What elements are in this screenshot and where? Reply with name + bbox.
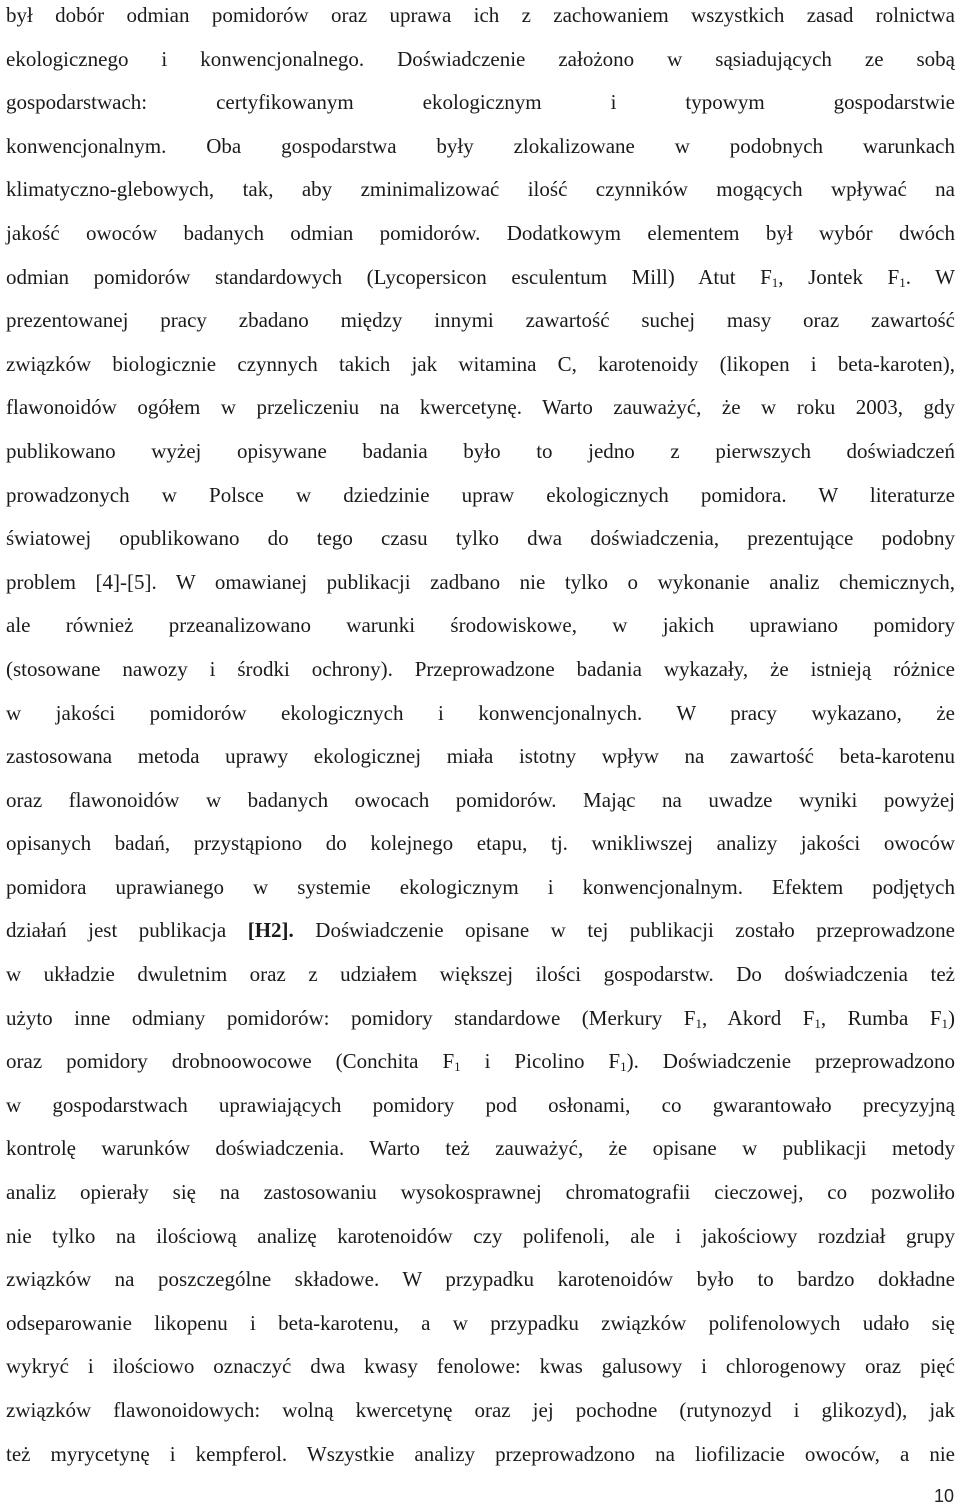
text-segment: problem [4]-[5]. W omawianej publikacji zadbano nie tylko o wykonanie analiz chemicznych, (6, 569, 955, 594)
text-line (6, 909, 955, 953)
page-number: 10 (933, 1486, 954, 1506)
subscript: 1 (899, 274, 906, 290)
text-segment: , Rumba F (820, 1005, 942, 1030)
text-segment: publikowano wyżej opisywane badania było to jedno z pierwszych doświadczeń (6, 438, 955, 463)
text-line (6, 517, 955, 561)
text-segment: konwencjonalnym. Oba gospodarstwa były zlokalizowane w podobnych warunkach (6, 133, 955, 158)
text-line (6, 735, 955, 779)
subscript: 1 (695, 1015, 702, 1031)
text-line (6, 1433, 955, 1477)
text-line (6, 386, 955, 430)
text-line (6, 779, 955, 823)
subscript: 1 (454, 1059, 461, 1075)
body-paragraph (6, 0, 955, 1476)
text-segment: , Jontek F (778, 264, 900, 289)
text-line (6, 648, 955, 692)
text-segment: prezentowanej pracy zbadano między innymi zawartość suchej masy oraz zawartość (6, 308, 955, 333)
text-segment: odmian pomidorów standardowych (Lycopersicon esculentum Mill) Atut F (6, 264, 772, 289)
text-segment: kontrolę warunków doświadczenia. Warto też zauważyć, że opisane w publikacji metody (6, 1136, 955, 1161)
text-line (6, 1389, 955, 1433)
bold-reference: [H2]. (247, 918, 294, 943)
text-segment: (stosowane nawozy i środki ochrony). Przeprowadzone badania wykazały, że istnieją różnice (6, 656, 955, 681)
text-line (6, 343, 955, 387)
subscript: 1 (941, 1015, 949, 1031)
text-segment: związków na poszczególne składowe. W przypadku karotenoidów było to bardzo dokładne (6, 1267, 955, 1292)
text-segment: nie tylko na ilościową analizę karotenoidów czy polifenoli, ale i jakościowy rozdział grupy (6, 1223, 955, 1248)
text-line (6, 953, 955, 997)
text-line (6, 1040, 955, 1084)
text-line (6, 604, 955, 648)
text-segment: analiz opierały się na zastosowaniu wysokosprawnej chromatografii cieczowej, co pozwoliło (6, 1180, 955, 1205)
text-segment: ekologicznego i konwencjonalnego. Doświadczenie założono w sąsiadujących ze sobą (6, 46, 955, 71)
text-line (6, 1171, 955, 1215)
text-line (6, 822, 955, 866)
text-segment: . W (905, 264, 955, 289)
text-segment: w układzie dwuletnim oraz z udziałem większej ilości gospodarstw. Do doświadczenia też (6, 962, 955, 987)
text-segment: światowej opublikowano do tego czasu tylko dwa doświadczenia, prezentujące podobny (6, 526, 955, 551)
text-segment: i Picolino F (460, 1049, 621, 1074)
text-line (6, 1215, 955, 1259)
text-line (6, 0, 955, 38)
text-segment: w jakości pomidorów ekologicznych i konwencjonalnych. W pracy wykazano, że (6, 700, 955, 725)
text-segment: zastosowana metoda uprawy ekologicznej miała istotny wpływ na zawartość beta-karotenu (6, 744, 955, 769)
text-line (6, 997, 955, 1041)
text-line (6, 866, 955, 910)
subscript: 1 (814, 1015, 821, 1031)
text-line (6, 1258, 955, 1302)
text-line (6, 1084, 955, 1128)
text-segment: jakość owoców badanych odmian pomidorów. Dodatkowym elementem był wybór dwóch (6, 220, 955, 245)
text-segment: ) (948, 1005, 956, 1030)
text-segment: ale również przeanalizowano warunki środowiskowe, w jakich uprawiano pomidory (6, 613, 955, 638)
text-line (6, 212, 955, 256)
text-line (6, 561, 955, 605)
text-segment: wykryć i ilościowo oznaczyć dwa kwasy fenolowe: kwas galusowy i chlorogenowy oraz pięć (6, 1354, 955, 1379)
text-segment: działań jest publikacja (6, 918, 248, 943)
text-segment: klimatyczno-glebowych, tak, aby zminimalizować ilość czynników mogących wpływać na (6, 177, 955, 202)
text-segment: gospodarstwach: certyfikowanym ekologicznym i typowym gospodarstwie (6, 90, 955, 115)
text-segment: związków biologicznie czynnych takich jak witamina C, karotenoidy (likopen i beta-karoten), (6, 351, 955, 376)
text-line (6, 692, 955, 736)
subscript: 1 (771, 274, 779, 290)
text-segment: oraz pomidory drobnoowocowe (Conchita F (6, 1049, 455, 1074)
text-line (6, 1302, 955, 1346)
text-segment: użyto inne odmiany pomidorów: pomidory standardowe (Merkury F (6, 1005, 696, 1030)
text-line (6, 474, 955, 518)
text-line (6, 256, 955, 300)
text-segment: oraz flawonoidów w badanych owocach pomidorów. Mając na uwadze wyniki powyżej (6, 787, 955, 812)
text-segment: , Akord F (701, 1005, 815, 1030)
text-segment: flawonoidów ogółem w przeliczeniu na kwercetynę. Warto zauważyć, że w roku 2003, gdy (6, 395, 955, 420)
text-line (6, 299, 955, 343)
text-line (6, 430, 955, 474)
text-line (6, 81, 955, 125)
text-segment: ). Doświadczenie przeprowadzono (626, 1049, 955, 1074)
text-segment: w gospodarstwach uprawiających pomidory pod osłonami, co gwarantowało precyzyjną (6, 1092, 955, 1117)
text-segment: pomidora uprawianego w systemie ekologicznym i konwencjonalnym. Efektem podjętych (6, 874, 955, 899)
text-segment: też myrycetynę i kempferol. Wszystkie analizy przeprowadzono na liofilizacie owoców, a nie (6, 1441, 955, 1466)
text-segment: opisanych badań, przystąpiono do kolejnego etapu, tj. wnikliwszej analizy jakości owoców (6, 831, 955, 856)
text-segment: był dobór odmian pomidorów oraz uprawa ich z zachowaniem wszystkich zasad rolnictwa (6, 3, 955, 27)
text-segment: prowadzonych w Polsce w dziedzinie upraw ekologicznych pomidora. W literaturze (6, 482, 955, 507)
text-segment: związków flawonoidowych: wolną kwercetynę oraz jej pochodne (rutynozyd i glikozyd), jak (6, 1398, 955, 1422)
text-segment: Doświadczenie opisane w tej publikacji zostało przeprowadzone (293, 918, 955, 943)
subscript: 1 (620, 1059, 627, 1075)
text-line (6, 38, 955, 82)
text-line (6, 168, 955, 212)
text-line (6, 125, 955, 169)
text-line (6, 1127, 955, 1171)
text-segment: odseparowanie likopenu i beta-karotenu, a w przypadku związków polifenolowych udało się (6, 1310, 955, 1335)
text-line (6, 1345, 955, 1389)
